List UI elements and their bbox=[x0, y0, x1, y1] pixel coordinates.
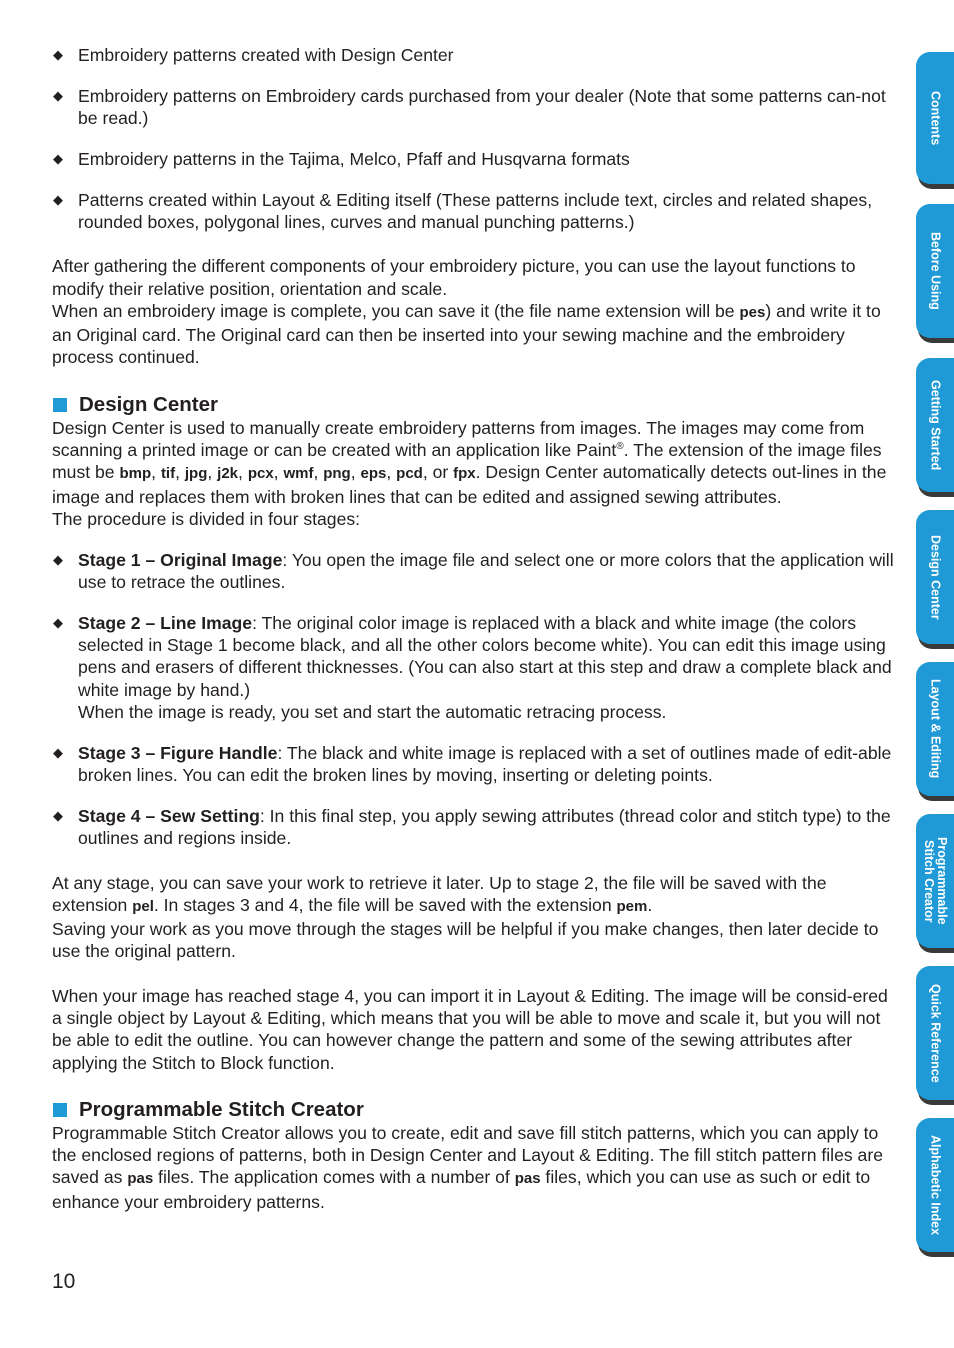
section-heading-programmable-stitch-creator bbox=[52, 1098, 899, 1122]
intro-text: When an embroidery image is complete, you can save it (the file name extension will be bbox=[52, 300, 740, 321]
list-item bbox=[52, 148, 899, 170]
extension: tif bbox=[160, 465, 176, 483]
list-item-text: Embroidery patterns created with Design Center bbox=[78, 45, 454, 65]
tab-label: Design Center bbox=[928, 534, 943, 620]
diamond-bullet-icon: ◆ bbox=[53, 191, 63, 207]
stage-title: Stage 2 – Line Image bbox=[78, 612, 253, 633]
diamond-bullet-icon: ◆ bbox=[53, 150, 63, 166]
import-paragraph bbox=[52, 985, 899, 1074]
square-bullet-icon bbox=[53, 398, 67, 412]
extension: j2k bbox=[217, 465, 239, 483]
square-bullet-icon bbox=[53, 1103, 67, 1117]
extension: pcx bbox=[247, 465, 274, 483]
text: files. The application comes with a number of bbox=[153, 1167, 515, 1188]
text: files, which you can use as such or edit to enhance your embroidery patterns. bbox=[52, 1167, 871, 1212]
tab-before-using[interactable] bbox=[916, 204, 954, 338]
list-item bbox=[52, 44, 899, 66]
tab-label: Contents bbox=[928, 90, 943, 146]
diamond-bullet-icon: ◆ bbox=[53, 87, 63, 103]
diamond-bullet-icon: ◆ bbox=[53, 47, 63, 62]
list-item bbox=[52, 549, 899, 594]
extension: wmf bbox=[283, 465, 314, 483]
registered-mark: ® bbox=[616, 441, 624, 453]
list-item-text: Embroidery patterns on Embroidery cards purchased from your dealer (Note that some patterns can-not be read.) bbox=[78, 85, 886, 129]
stage-text bbox=[78, 612, 899, 723]
list-item bbox=[52, 85, 899, 130]
text: . In stages 3 and 4, the file will be saved with the extension bbox=[153, 894, 617, 915]
intro-paragraph bbox=[52, 255, 899, 368]
tab-contents[interactable] bbox=[916, 52, 954, 184]
heading-text: Programmable Stitch Creator bbox=[79, 1097, 364, 1121]
save-text bbox=[52, 872, 899, 919]
list-item-text: Patterns created within Layout & Editing itself (These patterns include text, circles and related shapes, rounded boxes, polygonal lines, curves and manual punching patterns.) bbox=[78, 189, 873, 232]
stage-description: : You open the image file and select one or more colors that the application will use to retrace the outlines. bbox=[78, 549, 894, 593]
diamond-bullet-icon: ◆ bbox=[53, 551, 63, 567]
text: Programmable Stitch Creator allows you to create, edit and save fill stitch patterns, which you can apply to the enclosed regions of patterns, both in Design Center and Layout & Editing. The fill stitch pattern files are saved as bbox=[52, 1122, 883, 1188]
save-paragraph bbox=[52, 872, 899, 963]
intro-line-2 bbox=[52, 300, 899, 369]
text: Design Center is used to manually create embroidery patterns from images. The images may come from scanning a printed image or can be created with an application like Paint bbox=[52, 417, 865, 461]
text: At any stage, you can save your work to retrieve it later. Up to stage 2, the file will be saved with the extension bbox=[52, 872, 827, 915]
list-item bbox=[52, 742, 899, 787]
tab-label: Alphabetic Index bbox=[928, 1134, 943, 1236]
import-text: When your image has reached stage 4, you can import it in Layout & Editing. The image will be consid-ered a single object by Layout & Editing, which means that you will be able to move and scale it, but you will not be able to edit the outline. You can however change the pattern and some of the sewing attributes after applying the Stitch to Block function. bbox=[52, 985, 888, 1073]
list-item-text: Embroidery patterns in the Tajima, Melco, Pfaff and Husqvarna formats bbox=[78, 148, 630, 169]
tab-label: Getting Started bbox=[928, 379, 943, 471]
page-content bbox=[52, 44, 899, 1235]
diamond-bullet-icon: ◆ bbox=[53, 744, 63, 760]
stage-description: : In this final step, you apply sewing attributes (thread color and stitch type) to the outlines and regions inside. bbox=[78, 805, 891, 849]
extension: fpx bbox=[453, 465, 476, 483]
intro-line-1: After gathering the different components of your embroidery picture, you can use the layout functions to modify their relative position, orientation and scale. bbox=[52, 256, 856, 299]
design-center-paragraph bbox=[52, 417, 899, 530]
section-heading-design-center bbox=[52, 393, 899, 417]
stage-text bbox=[78, 805, 899, 850]
stage-extra: When the image is ready, you set and start the automatic retracing process. bbox=[78, 702, 667, 723]
stage-text bbox=[78, 742, 899, 787]
psc-text bbox=[52, 1122, 899, 1213]
text: . Design Center automatically detects out-lines in the image and replaces them with broken lines that can be edited and assigned sewing attributes. bbox=[52, 462, 887, 507]
extension-pel: pel bbox=[132, 897, 154, 915]
heading-text: Design Center bbox=[79, 392, 218, 416]
stage-title: Stage 4 – Sew Setting bbox=[78, 805, 260, 826]
stage-title: Stage 3 – Figure Handle bbox=[78, 742, 278, 763]
tab-design-center[interactable] bbox=[916, 510, 954, 644]
extension-pas: pas bbox=[514, 1170, 541, 1188]
psc-paragraph bbox=[52, 1122, 899, 1213]
procedure-intro: The procedure is divided in four stages: bbox=[52, 508, 361, 529]
stage-title: Stage 1 – Original Image bbox=[78, 549, 283, 570]
extension: jpg bbox=[184, 465, 208, 483]
extension: pcd bbox=[396, 465, 423, 483]
extension: png bbox=[323, 465, 351, 483]
text: , or bbox=[422, 462, 454, 483]
extension: eps bbox=[360, 465, 387, 483]
save-text-2: Saving your work as you move through the stages will be helpful if you make changes, then later decide to use the original pattern. bbox=[52, 919, 879, 962]
text: . The extension of the image files must be bbox=[52, 440, 882, 483]
tab-label: Layout & Editing bbox=[928, 679, 943, 779]
design-center-text: Design Center is used to manually create embroidery patterns from images. The images may come from scanning a printed image or can be created with an application like Paint®. The extension of the image files must be bmp, tif, jpg, j2k, pcx, wmf, png, eps, pcd, or fpx. Design Center automatically detects out-lines in the image and replaces them with broken lines that can be edited and assigned sewing attributes. bbox=[52, 417, 887, 507]
list-item bbox=[52, 612, 899, 723]
diamond-bullet-icon: ◆ bbox=[53, 807, 63, 823]
tab-getting-started[interactable] bbox=[916, 358, 954, 492]
list-item bbox=[52, 805, 899, 850]
intro-text: ) and write it to an Original card. The Original card can then be inserted into your sewing machine and the embroidery process continued. bbox=[52, 300, 881, 368]
list-item bbox=[52, 189, 899, 234]
tab-label: Quick Reference bbox=[928, 983, 943, 1083]
stage-description: : The original color image is replaced with a black and white image (the colors selected in Stage 1 become black, and all the other colors become white). You can edit this image using pens and erasers of different thicknesses. (You can also start at this step and draw a complete black and white image by hand.) bbox=[78, 612, 892, 700]
extension: bmp bbox=[119, 465, 152, 483]
extension-pas: pas bbox=[127, 1170, 154, 1188]
page-number: 10 bbox=[52, 1270, 76, 1293]
tab-programmable-stitch-creator[interactable] bbox=[916, 814, 954, 948]
tab-alphabetic-index[interactable] bbox=[916, 1118, 954, 1252]
diamond-bullet-icon: ◆ bbox=[53, 614, 63, 630]
tab-label: Programmable Stitch Creator bbox=[922, 837, 949, 925]
extension-pem: pem bbox=[616, 897, 648, 915]
stage-text bbox=[78, 549, 899, 594]
stage-description: : The black and white image is replaced with a set of outlines made of edit-able broken lines. You can edit the broken lines by moving, inserting or deleting points. bbox=[78, 742, 892, 786]
tab-label: Before Using bbox=[928, 232, 943, 310]
extension-pes: pes bbox=[739, 303, 766, 321]
tab-layout-editing[interactable] bbox=[916, 662, 954, 796]
tab-quick-reference[interactable] bbox=[916, 966, 954, 1100]
text: . bbox=[647, 894, 653, 915]
